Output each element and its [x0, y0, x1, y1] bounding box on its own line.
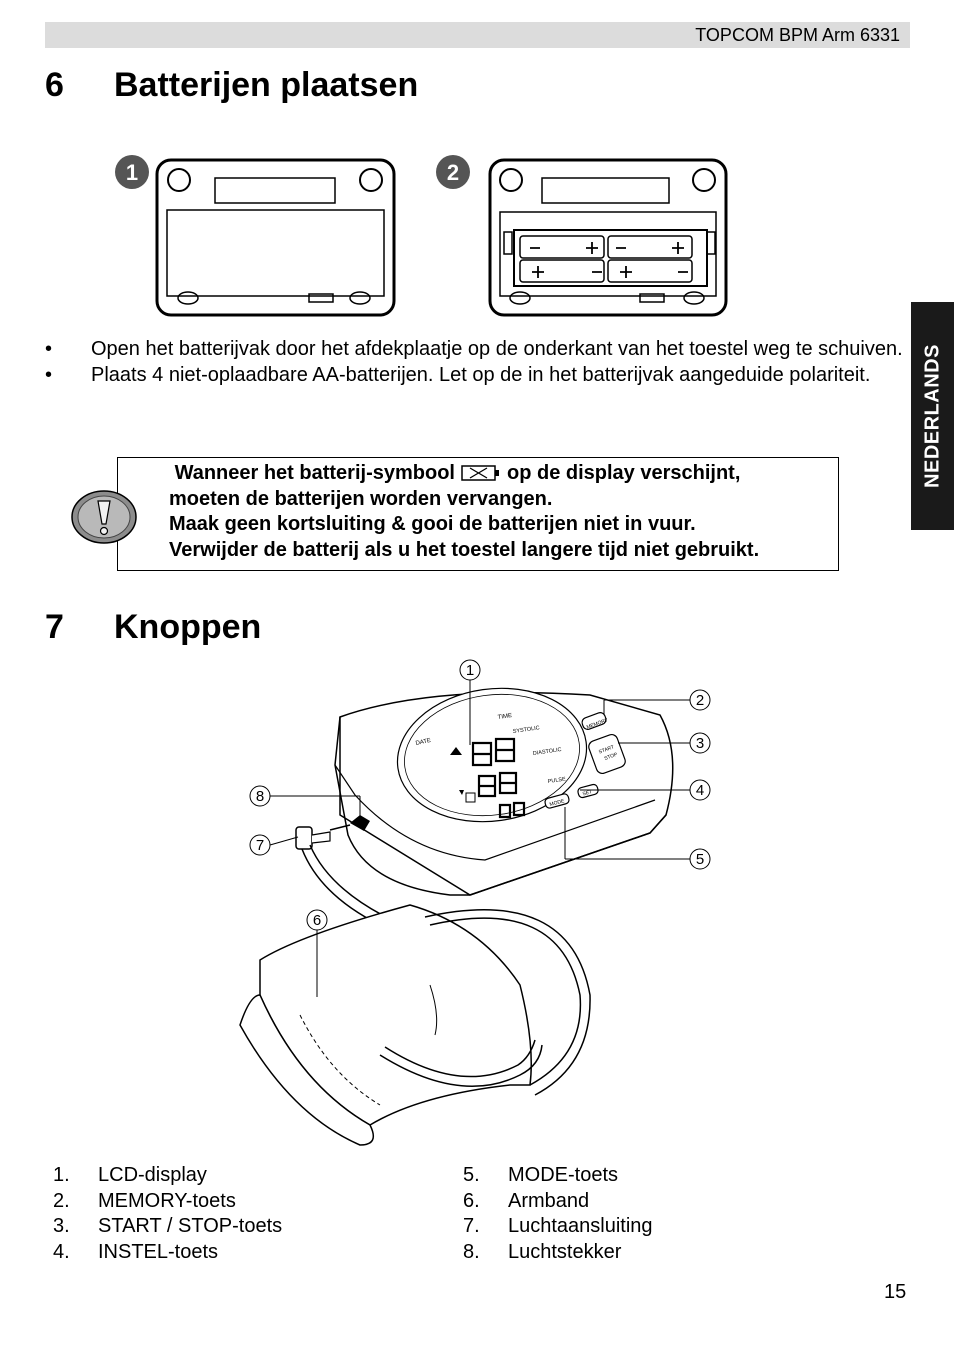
warning-line-4: Verwijder de batterij als u het toestel langere tijd niet gebruikt. — [169, 538, 760, 561]
lcd-systolic-label: SYSTOLIC — [512, 725, 541, 735]
list-item: • Plaats 4 niet-oplaadbare AA-batterijen. Let op de in het batterijvak aangeduide polariteit. — [45, 363, 905, 388]
callout-6: 6 — [312, 912, 322, 929]
list-item: • Open het batterijvak door het afdekplaatje op de onderkant van het toestel weg te schuiven. — [45, 337, 905, 362]
language-tab-label: NEDERLANDS — [921, 344, 943, 488]
lcd-date-label: DATE — [415, 737, 432, 747]
battery-figure-open — [434, 152, 734, 322]
battery-empty-icon — [461, 464, 501, 482]
legend-item: 1. LCD-display — [53, 1164, 207, 1186]
legend-item: 5. MODE-toets — [463, 1164, 619, 1186]
lcd-time-label: TIME — [497, 713, 513, 721]
legend-item: 4. INSTEL-toets — [53, 1240, 219, 1263]
section-6-number: 6 — [45, 66, 64, 104]
warning-line-2: moeten de batterijen worden vervangen. — [169, 487, 553, 510]
legend-right — [463, 1163, 653, 1265]
header-text: TOPCOM BPM Arm 6331 — [695, 25, 900, 45]
memory-button-label: MEMORY — [585, 717, 610, 731]
step-2-label: 2 — [446, 160, 460, 185]
warning-text — [169, 461, 759, 563]
warning-line-3: Maak geen kortsluiting & gooi de batterijen niet in vuur. — [169, 513, 696, 535]
stop-button-label: STOP — [603, 751, 619, 762]
callout-7: 7 — [255, 837, 265, 854]
lcd-pulse-label: PULSE — [547, 776, 567, 785]
callout-1: 1 — [465, 662, 475, 679]
callout-4: 4 — [695, 782, 705, 799]
warning-line-1a: Wanneer het batterij-symbool — [174, 462, 455, 484]
lcd-diastolic-label: DIASTOLIC — [532, 747, 562, 757]
language-tab — [911, 302, 954, 530]
page-number: 15 — [884, 1281, 907, 1303]
instruction-list — [45, 337, 905, 389]
legend-item: 6. Armband — [463, 1189, 590, 1212]
battery-figure-closed — [112, 152, 402, 322]
legend-item: 3. START / STOP-toets — [53, 1215, 283, 1237]
legend-item: 8. Luchtstekker — [463, 1240, 622, 1263]
legend-left — [53, 1163, 282, 1265]
mode-button-label: MODE — [549, 798, 566, 808]
callout-3: 3 — [695, 735, 705, 752]
start-button-label: START — [598, 744, 616, 756]
exclamation-icon — [70, 487, 140, 547]
warning-line-1b: op de display verschijnt, — [506, 462, 741, 484]
callout-5: 5 — [695, 851, 705, 868]
section-7-number: 7 — [45, 608, 64, 646]
section-6-title: Batterijen plaatsen — [114, 66, 419, 104]
legend-item: 7. Luchtaansluiting — [463, 1215, 653, 1237]
set-button-label: SET — [581, 789, 593, 798]
header-bar — [45, 22, 910, 48]
step-1-label: 1 — [125, 160, 139, 185]
callout-2: 2 — [695, 692, 705, 709]
device-illustration — [230, 655, 730, 1150]
section-7-title: Knoppen — [114, 608, 262, 646]
callout-8: 8 — [255, 788, 265, 805]
legend-item: 2. MEMORY-toets — [53, 1189, 236, 1212]
